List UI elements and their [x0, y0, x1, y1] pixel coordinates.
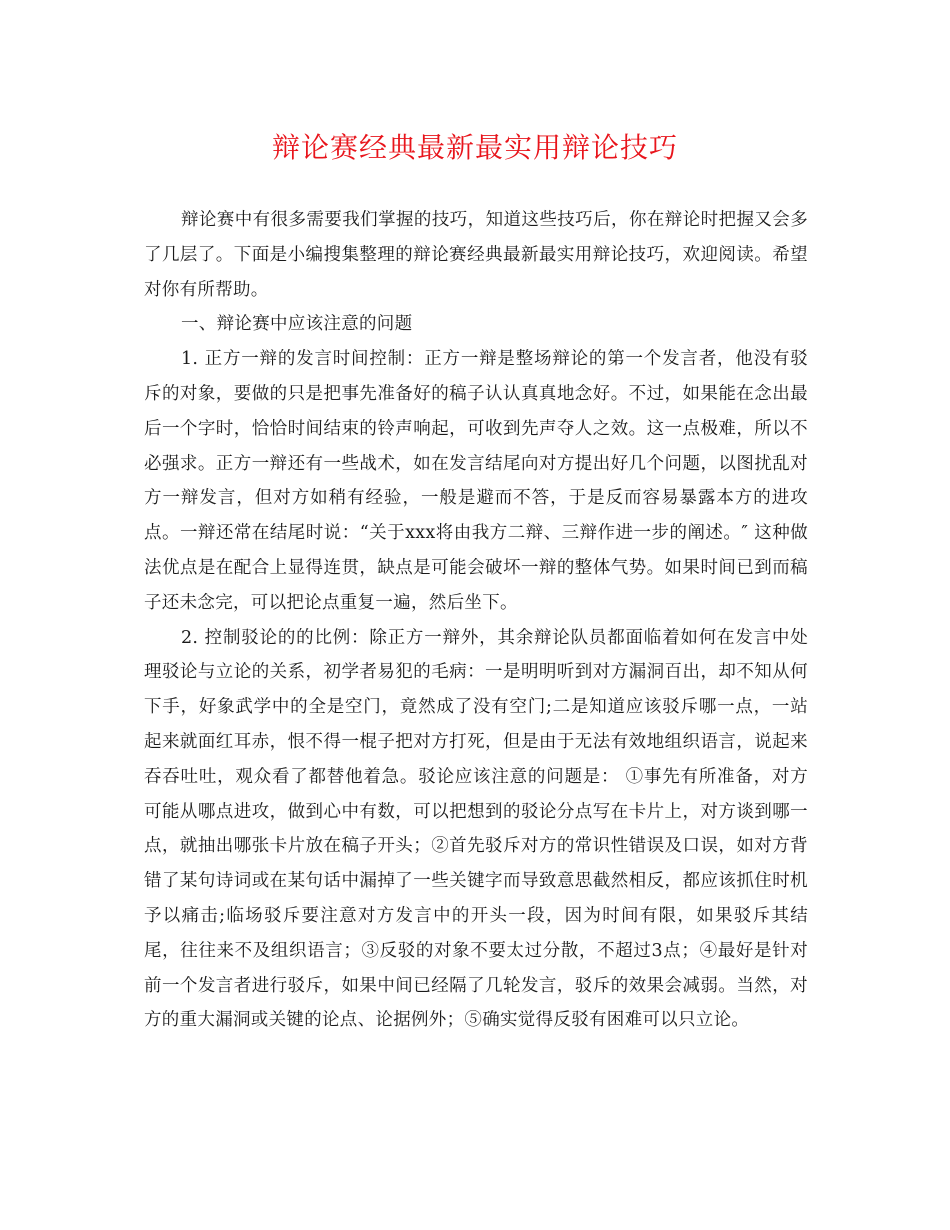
intro-paragraph: 辩论赛中有很多需要我们掌握的技巧，知道这些技巧后，你在辩论时把握又会多了几层了。下面是小编搜集整理的辩论赛经典最新最实用辩论技巧，欢迎阅读。希望对你有所帮助。	[144, 210, 808, 300]
point-1-paragraph: 1. 正方一辩的发言时间控制：正方一辩是整场辩论的第一个发言者，他没有驳斥的对象，要做的只是把事先准备好的稿子认认真真地念好。不过，如果能在念出最后一个字时，恰恰时间结束的铃声响起，可收到先声夺人之效。这一点极难，所以不必强求。正方一辩还有一些战术，如在发言结尾向对方提出好几个问题，以图扰乱对方一辩发言，但对方如稍有经验，一般是避而不答，于是反而容易暴露本方的进攻点。一辩还常在结尾时说：“关于xxx将由我方二辩、三辩作进一步的阐述。″ 这种做法优点是在配合上显得连贯，缺点是可能会破坏一辩的整体气势。如果时间已到而稿子还未念完，可以把论点重复一遍，然后坐下。	[144, 349, 808, 613]
document-body	[144, 203, 808, 1038]
document-title: 辩论赛经典最新最实用辩论技巧	[271, 131, 678, 164]
point-2-paragraph: 2. 控制驳论的的比例：除正方一辩外，其余辩论队员都面临着如何在发言中处理驳论与立论的关系，初学者易犯的毛病：一是明明听到对方漏洞百出，却不知从何下手，好象武学中的全是空门，竟然成了没有空门;二是知道应该驳斥哪一点，一站起来就面红耳赤，恨不得一棍子把对方打死，但是由于无法有效地组织语言，说起来吞吞吐吐，观众看了都替他着急。驳论应该注意的问题是： ①事先有所准备，对方可能从哪点进攻，做到心中有数，可以把想到的驳论分点写在卡片上，对方谈到哪一点，就抽出哪张卡片放在稿子开头；②首先驳斥对方的常识性错误及口误，如对方背错了某句诗词或在某句话中漏掉了一些关键字而导致意思截然相反，都应该抓住时机予以痛击;临场驳斥要注意对方发言中的开头一段，因为时间有限，如果驳斥其结尾，往往来不及组织语言；③反驳的对象不要太过分散，不超过3点；④最好是针对前一个发言者进行驳斥，如果中间已经隔了几轮发言，驳斥的效果会减弱。当然，对方的重大漏洞或关键的论点、论据例外；⑤确实觉得反驳有困难可以只立论。	[144, 627, 808, 1031]
section-heading: 一、辩论赛中应该注意的问题	[181, 314, 413, 335]
